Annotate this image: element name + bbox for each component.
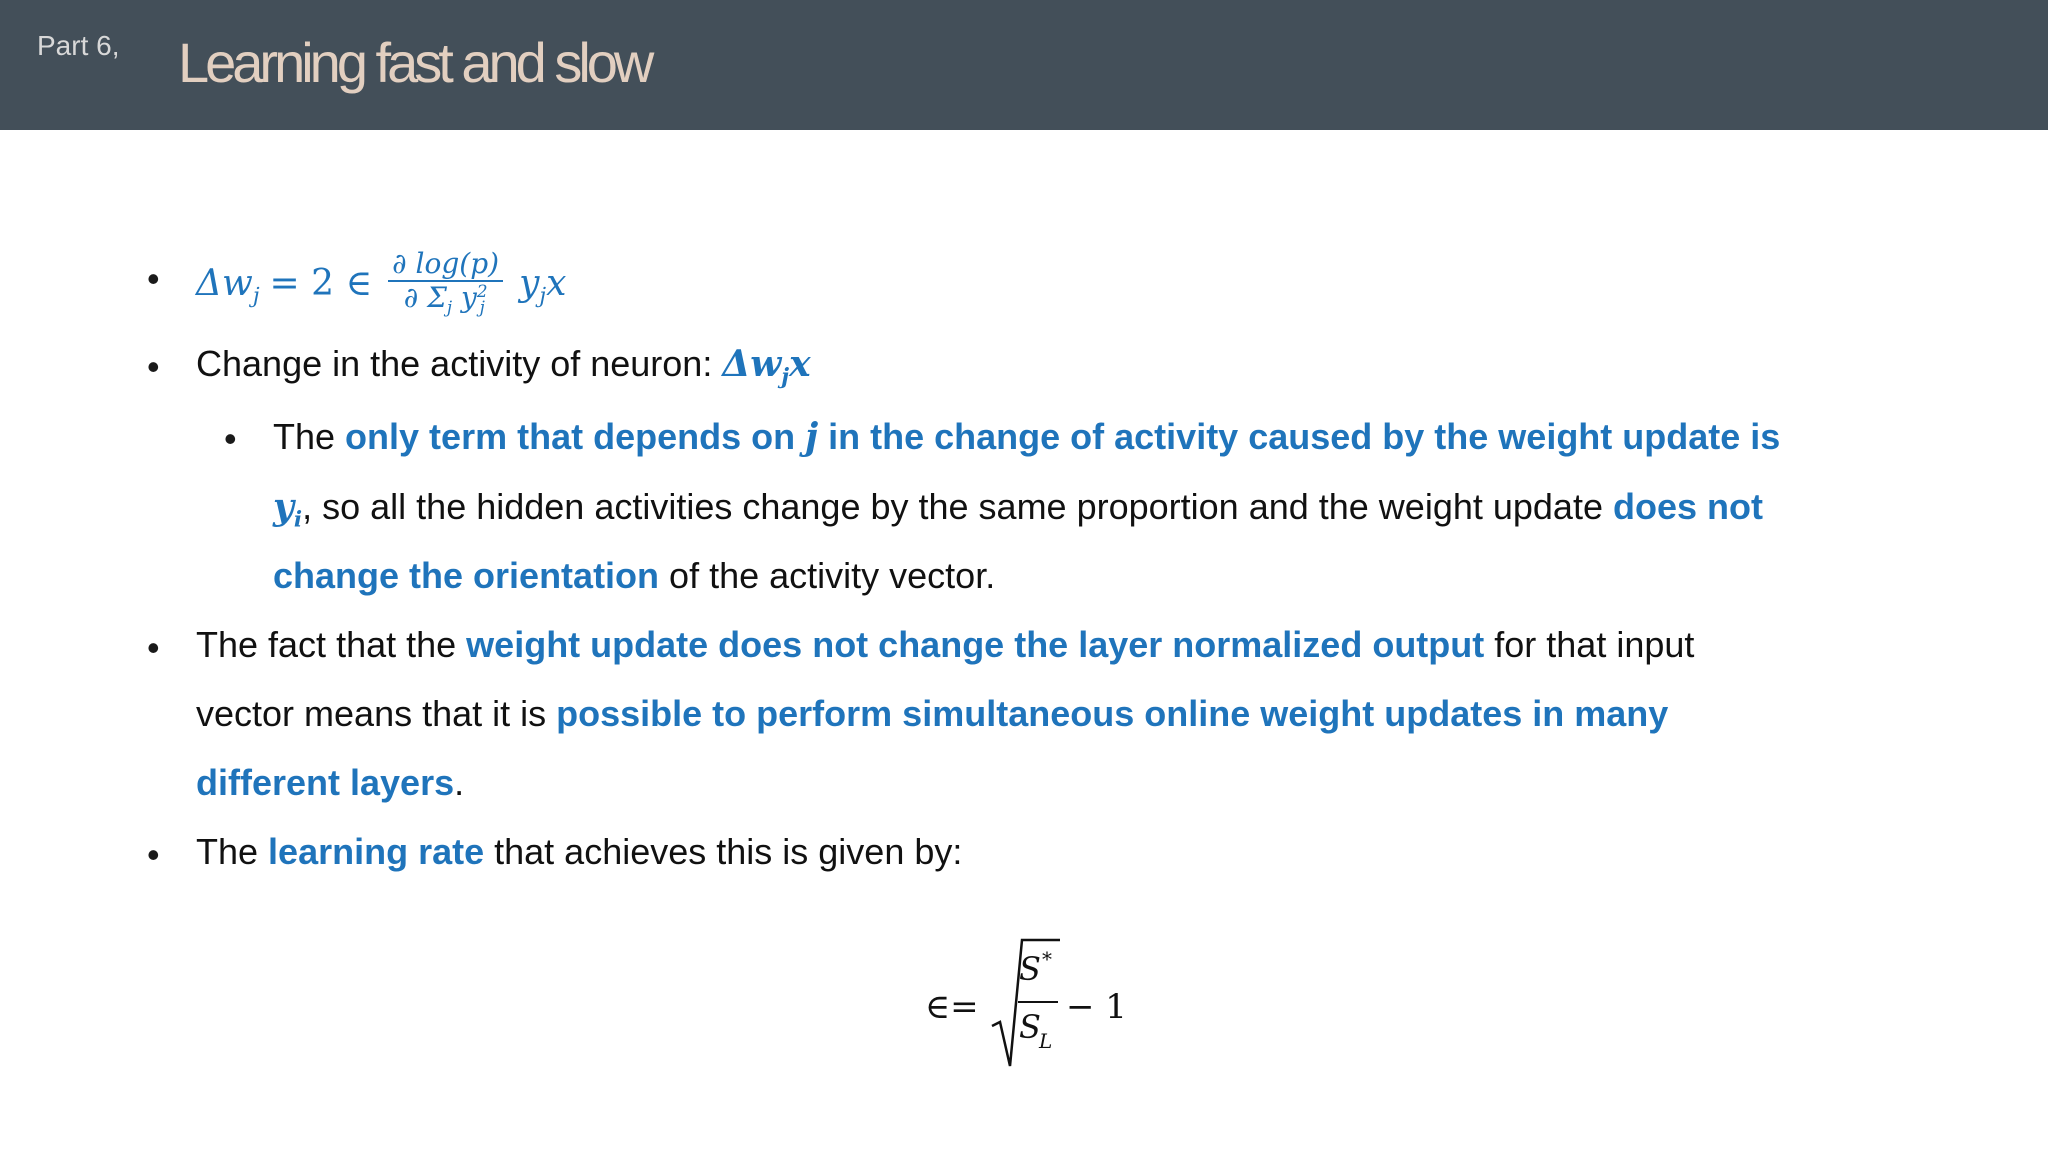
eq-denominator bbox=[388, 282, 503, 323]
sub1-line2-hl: does not bbox=[1612, 486, 1763, 527]
b3-line2-a: vector means that it is bbox=[196, 693, 557, 734]
eq-tail-x: x bbox=[546, 262, 567, 304]
bullet-3-line-1 bbox=[196, 625, 1694, 665]
sub1-line2-a: , so all the hidden activities change by the same proportion and the weight update bbox=[302, 486, 1613, 527]
bullet-2-math: Δw bbox=[722, 343, 782, 385]
b3-line3-hl: different layers bbox=[196, 762, 455, 803]
part-label: Part 6, bbox=[37, 30, 120, 61]
sub-bullet-1-line-3 bbox=[273, 556, 995, 596]
b3-line1-hl: weight update does not change the layer normalized output bbox=[466, 624, 1485, 665]
slide-title: Learning fast and slow bbox=[178, 31, 651, 94]
eq-tail-sub: j bbox=[539, 283, 547, 309]
formula-denominator: S bbox=[1019, 1008, 1041, 1046]
sub1-line1-hl-j: j bbox=[805, 416, 819, 458]
eq-numerator: ∂ log(p) bbox=[388, 248, 503, 282]
bullet-3-line-3 bbox=[196, 763, 464, 803]
b4-a: The bbox=[196, 831, 269, 872]
b4-b: that achieves this is given by: bbox=[484, 831, 963, 872]
bullet-2-label: Change in the activity of neuron: bbox=[196, 343, 723, 384]
bullet-4-text bbox=[196, 832, 962, 872]
bullet-2-math-sub: j bbox=[781, 364, 790, 390]
b4-hl: learning rate bbox=[268, 831, 485, 872]
b3-line3-a: . bbox=[454, 762, 465, 803]
sub1-line1-hl-a: only term that depends on bbox=[345, 416, 806, 457]
sub1-line3-a: of the activity vector. bbox=[659, 555, 996, 596]
b3-line2-hl: possible to perform simultaneous online weight updates in many bbox=[556, 693, 1669, 734]
sub1-line1-hl-b: in the change of activity caused by the weight update is bbox=[818, 416, 1781, 457]
eq-den-b-sub: j bbox=[446, 296, 453, 317]
learning-rate-formula bbox=[920, 940, 1127, 1070]
eq-tail: y bbox=[519, 262, 540, 304]
formula-tail: − 1 bbox=[1066, 987, 1127, 1027]
sub1-line2-math-sub: i bbox=[293, 507, 303, 533]
bullet-4-marker: • bbox=[147, 834, 160, 875]
sub-bullet-1-line-2 bbox=[273, 487, 1763, 541]
sub1-line3-hl: change the orientation bbox=[273, 555, 660, 596]
formula-denominator-sub: L bbox=[1039, 1029, 1053, 1053]
bullet-2-marker: • bbox=[147, 346, 160, 387]
bullet-2-text bbox=[196, 344, 811, 398]
eq-den-c-sub: j bbox=[479, 296, 485, 317]
sub-bullet-1-marker: • bbox=[224, 418, 237, 459]
bullet-1-marker: • bbox=[147, 258, 160, 299]
eq-lhs-sub: j bbox=[252, 283, 260, 309]
eq-den-a: ∂ Σ bbox=[403, 281, 447, 314]
formula-lhs: ∈= bbox=[925, 987, 979, 1027]
eq-den-c: y bbox=[461, 281, 477, 314]
eq-lhs: Δw bbox=[196, 262, 253, 304]
formula-numerator: S bbox=[1019, 950, 1041, 988]
bullet-3-line-2 bbox=[196, 694, 1668, 734]
eq-den-c-sup: 2 bbox=[476, 281, 488, 302]
b3-line1-b: for that input bbox=[1484, 624, 1695, 665]
b3-line1-a: The fact that the bbox=[196, 624, 467, 665]
sub1-line1-a: The bbox=[273, 416, 346, 457]
bullet-2-math-x: x bbox=[789, 343, 811, 385]
bullet-3-marker: • bbox=[147, 627, 160, 668]
eq-fraction bbox=[388, 248, 503, 323]
bullet-1-equation bbox=[196, 248, 566, 323]
sub-bullet-1-line-1 bbox=[273, 417, 1780, 457]
eq-equals: = 2 ∈ bbox=[269, 262, 373, 304]
sub1-line2-math: y bbox=[273, 486, 294, 528]
formula-numerator-sup: * bbox=[1042, 947, 1052, 971]
